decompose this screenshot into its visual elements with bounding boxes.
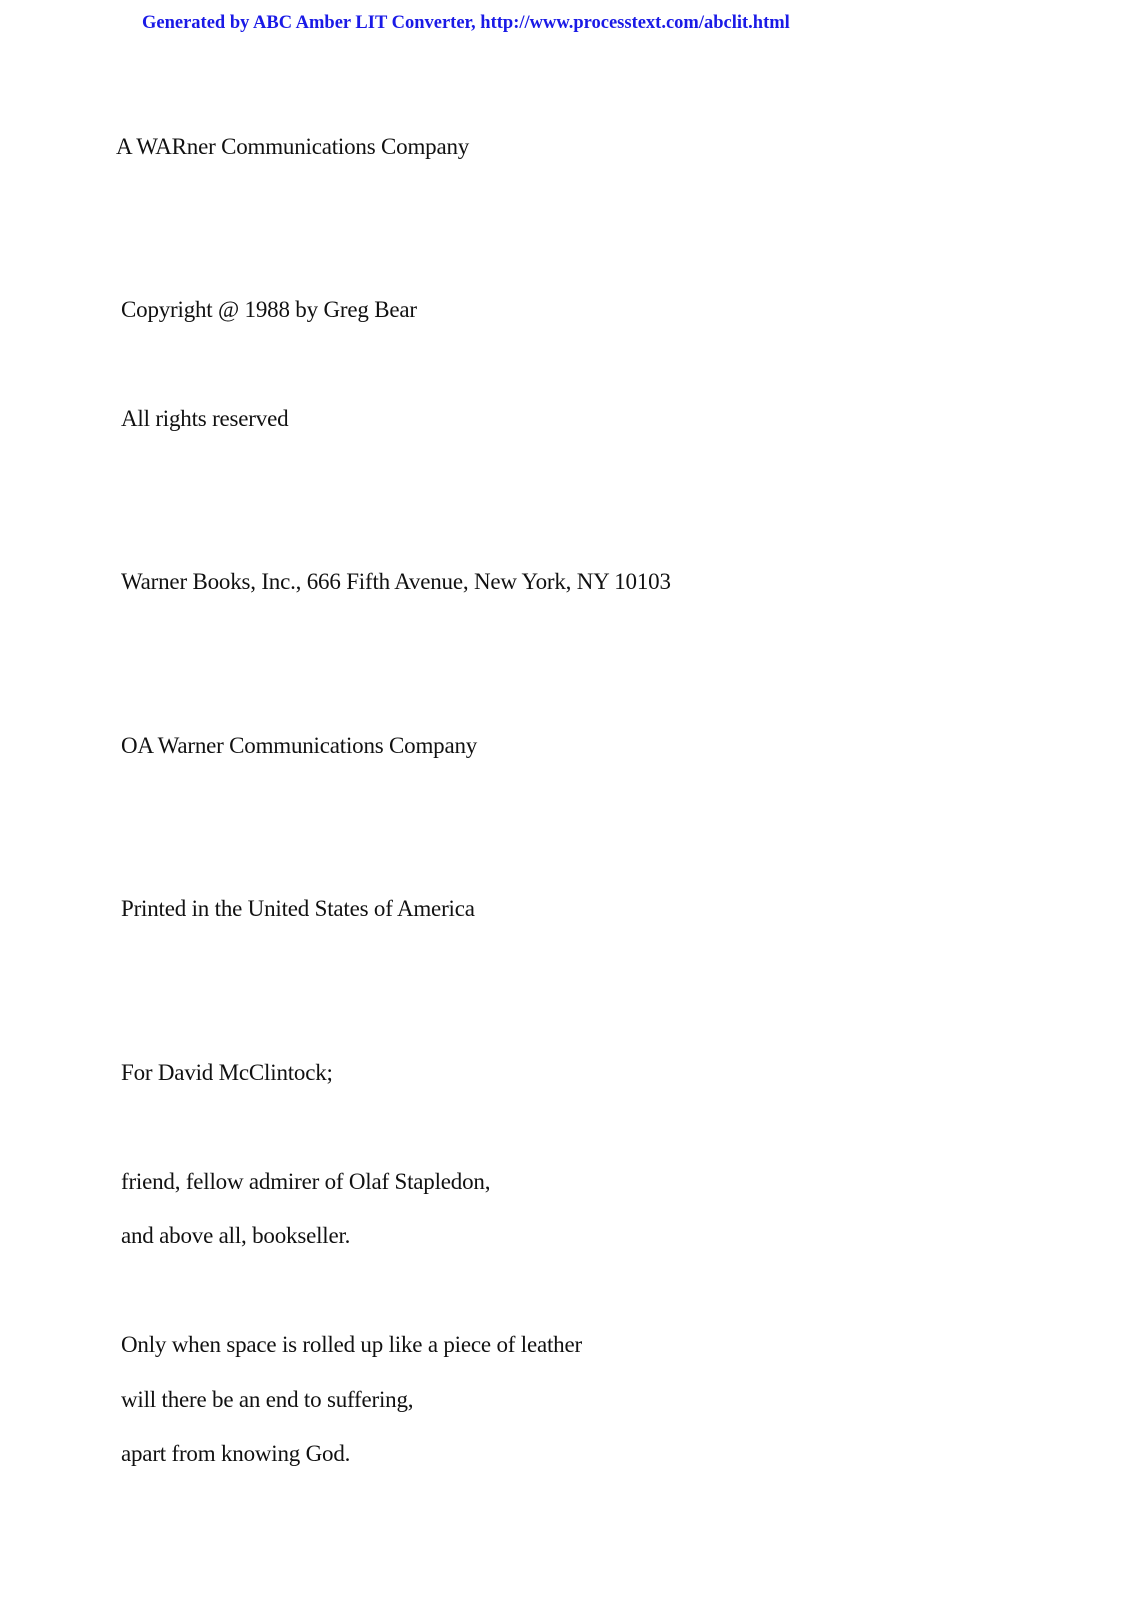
- publisher-line: A WARner Communications Company: [116, 134, 470, 159]
- company-line: OA Warner Communications Company: [121, 733, 478, 758]
- epigraph-line: will there be an end to suffering,: [121, 1387, 414, 1412]
- rights-line: All rights reserved: [121, 406, 289, 431]
- dedication-line: friend, fellow admirer of Olaf Stapledon,: [121, 1169, 491, 1194]
- epigraph-line: apart from knowing God.: [121, 1441, 351, 1466]
- publisher-address: Warner Books, Inc., 666 Fifth Avenue, New York, NY 10103: [121, 569, 671, 594]
- printed-line: Printed in the United States of America: [121, 896, 475, 921]
- dedication-line: and above all, bookseller.: [121, 1223, 351, 1248]
- copyright-line: Copyright @ 1988 by Greg Bear: [121, 297, 417, 322]
- epigraph-line: Only when space is rolled up like a piece of leather: [121, 1332, 582, 1357]
- dedication-line: For David McClintock;: [121, 1060, 333, 1085]
- converter-banner: Generated by ABC Amber LIT Converter, http://www.processtext.com/abclit.html: [142, 13, 790, 33]
